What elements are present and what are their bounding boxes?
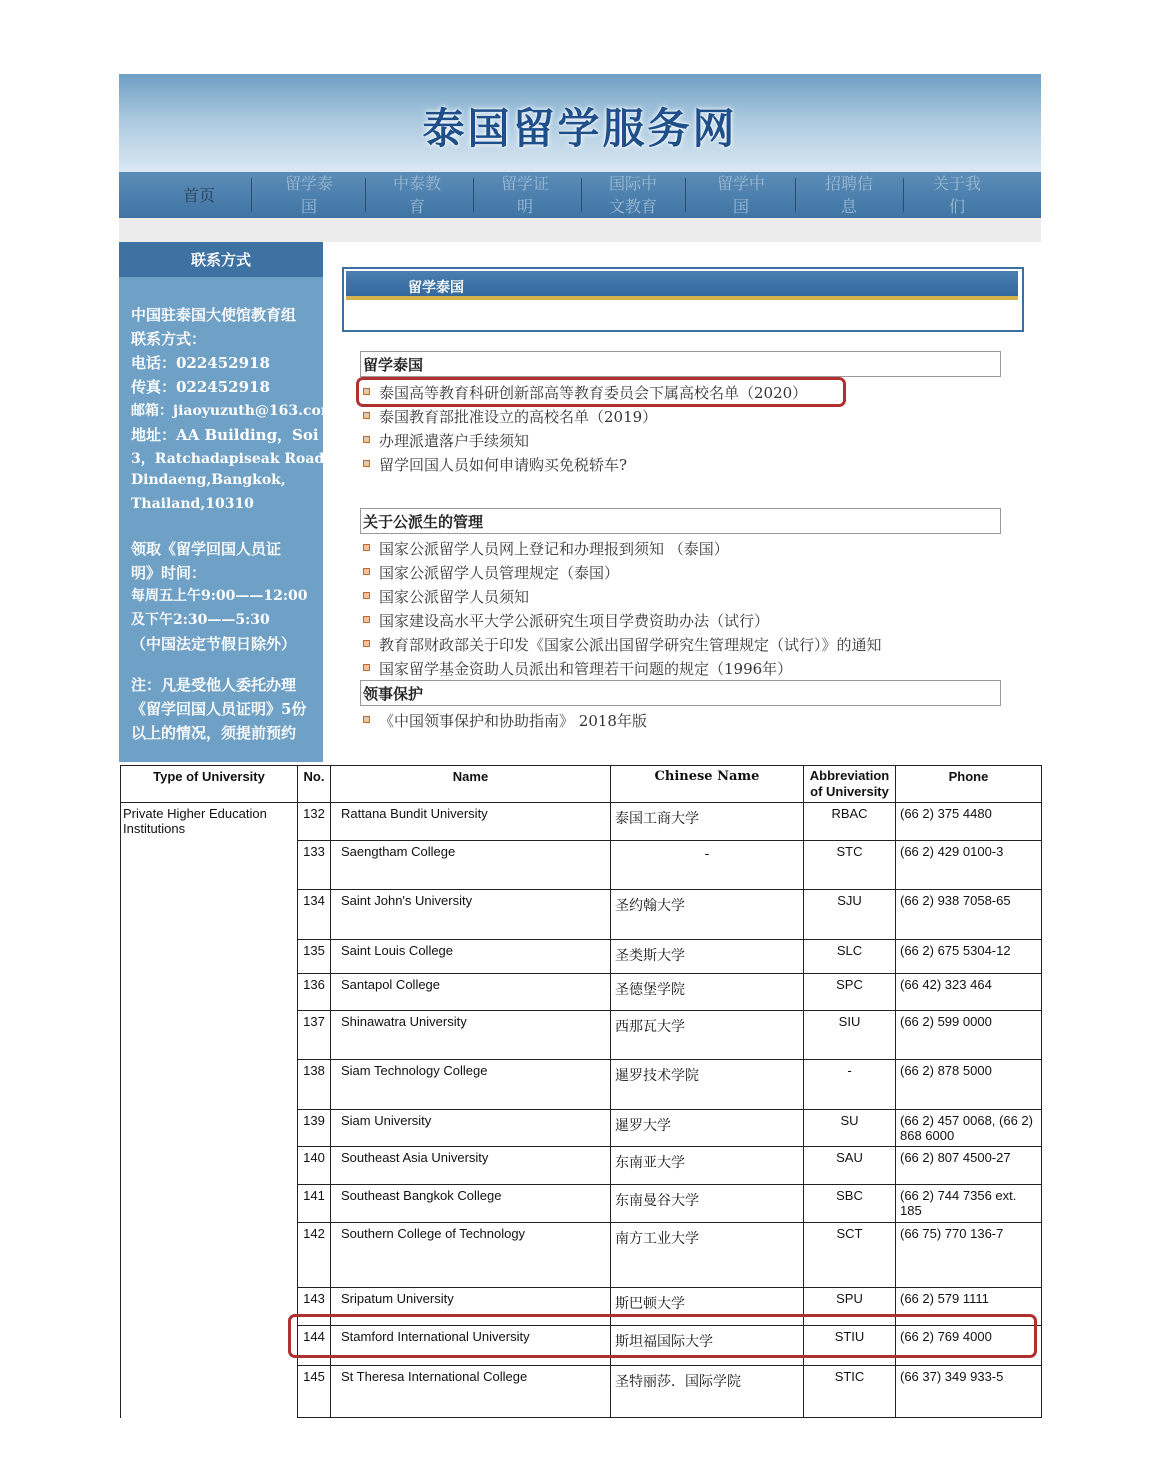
sidebar-hours: 每周五上午9:00——12:00 bbox=[131, 588, 308, 604]
nav-item-label: 留学泰 bbox=[284, 174, 333, 193]
nav-divider bbox=[685, 178, 686, 212]
main-nav bbox=[119, 172, 1041, 218]
bullet-icon bbox=[363, 412, 370, 419]
abbreviation: SPC bbox=[804, 974, 896, 1011]
nav-item-home[interactable] bbox=[157, 172, 241, 218]
university-type-cell: Private Higher Education Institutions bbox=[121, 803, 298, 1418]
bullet-icon bbox=[363, 436, 370, 443]
university-name: Saengtham College bbox=[331, 841, 611, 890]
nav-item-label: 关于我 bbox=[932, 174, 981, 193]
nav-item-label: 首页 bbox=[182, 185, 215, 205]
list-item[interactable] bbox=[363, 454, 627, 475]
university-name: Rattana Bundit University bbox=[331, 803, 611, 841]
abbreviation: SCT bbox=[804, 1223, 896, 1288]
chinese-name: 西那瓦大学 bbox=[611, 1011, 804, 1060]
chinese-name: 圣德堡学院 bbox=[611, 974, 804, 1011]
row-number: 138 bbox=[298, 1060, 331, 1110]
abbreviation: SBC bbox=[804, 1185, 896, 1223]
list-item[interactable] bbox=[363, 406, 657, 427]
sidebar-title: 联系方式 bbox=[119, 242, 323, 277]
phone: (66 37) 349 933-5 bbox=[896, 1366, 1042, 1418]
nav-divider bbox=[903, 178, 904, 212]
sidebar-email[interactable]: 邮箱：jiaoyuzuth@163.com bbox=[131, 403, 336, 419]
nav-item-label: 文教育 bbox=[608, 197, 657, 216]
university-name: Siam University bbox=[331, 1110, 611, 1147]
bullet-icon bbox=[363, 616, 370, 623]
sidebar-fax: 传真：022452918 bbox=[131, 378, 270, 396]
nav-item-label: 国际中 bbox=[608, 174, 657, 193]
abbreviation: SPU bbox=[804, 1288, 896, 1326]
nav-divider bbox=[473, 178, 474, 212]
list-item[interactable] bbox=[363, 538, 729, 559]
panel-title: 留学泰国 bbox=[408, 280, 464, 296]
site-banner bbox=[119, 74, 1041, 172]
list-item[interactable] bbox=[363, 610, 769, 631]
abbreviation: STIC bbox=[804, 1366, 896, 1418]
abbreviation: STIU bbox=[804, 1326, 896, 1366]
sidebar-note: 注：凡是受他人委托办理 bbox=[131, 676, 297, 694]
phone: (66 2) 429 0100-3 bbox=[896, 841, 1042, 890]
nav-shadow bbox=[119, 218, 1041, 242]
bullet-icon bbox=[363, 544, 370, 551]
nav-divider bbox=[365, 178, 366, 212]
list-item-label: 国家建设高水平大学公派研究生项目学费资助办法（试行） bbox=[379, 612, 770, 630]
nav-item-label: 留学中 bbox=[716, 174, 765, 193]
chinese-name: 泰国工商大学 bbox=[611, 803, 804, 841]
row-number: 140 bbox=[298, 1147, 331, 1185]
site-title: 泰国留学服务网 bbox=[422, 104, 738, 153]
nav-item-label: 们 bbox=[948, 197, 965, 216]
phone: (66 42) 323 464 bbox=[896, 974, 1042, 1011]
sidebar-phone: 电话：022452918 bbox=[131, 354, 270, 372]
university-name: Saint John's University bbox=[331, 890, 611, 940]
abbreviation: SJU bbox=[804, 890, 896, 940]
chinese-name: 暹罗大学 bbox=[611, 1110, 804, 1147]
sidebar-line: 明》时间： bbox=[131, 564, 207, 582]
bullet-icon bbox=[363, 568, 370, 575]
list-item[interactable] bbox=[363, 710, 647, 731]
university-name: Southeast Bangkok College bbox=[331, 1185, 611, 1223]
university-name: Shinawatra University bbox=[331, 1011, 611, 1060]
nav-item-china-thai-education[interactable] bbox=[375, 172, 459, 218]
column-header: Type of University bbox=[121, 766, 298, 803]
column-header: No. bbox=[298, 766, 331, 803]
nav-item-label: 明 bbox=[516, 197, 533, 216]
abbreviation: - bbox=[804, 1060, 896, 1110]
nav-item-study-china[interactable] bbox=[699, 172, 783, 218]
nav-item-chinese-education[interactable] bbox=[591, 172, 675, 218]
list-item-label: 国家公派留学人员管理规定（泰国） bbox=[379, 564, 620, 582]
chinese-name: 圣类斯大学 bbox=[611, 940, 804, 974]
column-header-line: Abbreviation bbox=[809, 768, 890, 783]
sidebar-address: Dindaeng,Bangkok, bbox=[131, 472, 286, 488]
list-item-label: 教育部财政部关于印发《国家公派出国留学研究生管理规定（试行）》的通知 bbox=[379, 636, 882, 654]
nav-item-label: 国 bbox=[300, 197, 317, 216]
phone: (66 2) 807 4500-27 bbox=[896, 1147, 1042, 1185]
chinese-name: - bbox=[611, 841, 804, 890]
nav-item-about[interactable] bbox=[915, 172, 999, 218]
chinese-name: 东南亚大学 bbox=[611, 1147, 804, 1185]
column-header bbox=[804, 766, 896, 803]
highlight-box bbox=[288, 1314, 1037, 1358]
list-item[interactable] bbox=[363, 634, 882, 655]
chinese-name: 圣约翰大学 bbox=[611, 890, 804, 940]
bullet-icon bbox=[363, 592, 370, 599]
sidebar-line: 中国驻泰国大使馆教育组 bbox=[131, 306, 297, 324]
row-number: 132 bbox=[298, 803, 331, 841]
university-name: Siam Technology College bbox=[331, 1060, 611, 1110]
phone: (66 2) 457 0068, (66 2) 868 6000 bbox=[896, 1110, 1042, 1147]
row-number: 134 bbox=[298, 890, 331, 940]
bullet-icon bbox=[363, 716, 370, 723]
phone: (66 2) 579 1111 bbox=[896, 1288, 1042, 1326]
nav-item-label: 招聘信 bbox=[824, 174, 873, 193]
list-item-label: 《中国领事保护和协助指南》 2018年版 bbox=[379, 712, 647, 730]
chinese-name: 斯坦福国际大学 bbox=[611, 1326, 804, 1366]
abbreviation: SLC bbox=[804, 940, 896, 974]
highlight-box bbox=[356, 377, 846, 407]
contact-sidebar bbox=[119, 242, 339, 762]
list-item-label: 国家公派留学人员须知 bbox=[379, 588, 530, 606]
list-item-label: 国家公派留学人员网上登记和办理报到须知 （泰国） bbox=[379, 540, 729, 558]
abbreviation: STC bbox=[804, 841, 896, 890]
column-header: Chinese Name bbox=[611, 766, 804, 803]
column-header: Name bbox=[331, 766, 611, 803]
nav-item-jobs[interactable] bbox=[807, 172, 891, 218]
abbreviation: SIU bbox=[804, 1011, 896, 1060]
university-name: Sripatum University bbox=[331, 1288, 611, 1326]
sidebar-note: 《留学回国人员证明》5份 bbox=[131, 700, 307, 718]
phone: (66 2) 599 0000 bbox=[896, 1011, 1042, 1060]
phone: (66 2) 938 7058-65 bbox=[896, 890, 1042, 940]
table-header-row bbox=[121, 766, 1042, 803]
row-number: 133 bbox=[298, 841, 331, 890]
phone: (66 2) 769 4000 bbox=[896, 1326, 1042, 1366]
nav-divider bbox=[251, 178, 252, 212]
nav-item-label: 留学证 bbox=[500, 174, 549, 193]
row-number: 136 bbox=[298, 974, 331, 1011]
phone: (66 2) 744 7356 ext. 185 bbox=[896, 1185, 1042, 1223]
sidebar-line: （中国法定节假日除外） bbox=[131, 635, 297, 653]
list-item[interactable] bbox=[363, 658, 792, 679]
phone: (66 2) 675 5304-12 bbox=[896, 940, 1042, 974]
list-item[interactable] bbox=[363, 586, 529, 607]
university-name: Southeast Asia University bbox=[331, 1147, 611, 1185]
list-item-label: 泰国高等教育科研创新部高等教育委员会下属高校名单（2020） bbox=[379, 384, 808, 402]
list-item[interactable] bbox=[363, 430, 529, 451]
column-header: Phone bbox=[896, 766, 1042, 803]
phone: (66 75) 770 136-7 bbox=[896, 1223, 1042, 1288]
row-number: 143 bbox=[298, 1288, 331, 1326]
sidebar-address: 3，Ratchadapiseak Road， bbox=[131, 451, 339, 467]
row-number: 137 bbox=[298, 1011, 331, 1060]
nav-divider bbox=[795, 178, 796, 212]
table-row bbox=[121, 803, 1042, 841]
bullet-icon bbox=[363, 640, 370, 647]
abbreviation: SU bbox=[804, 1110, 896, 1147]
sidebar-address: 地址：AA Building，Soi bbox=[131, 426, 319, 444]
row-number: 141 bbox=[298, 1185, 331, 1223]
university-name: St Theresa International College bbox=[331, 1366, 611, 1418]
sidebar-address: Thailand,10310 bbox=[131, 496, 254, 512]
section-title-study-thailand: 留学泰国 bbox=[360, 351, 1001, 377]
chinese-name: 暹罗技术学院 bbox=[611, 1060, 804, 1110]
sidebar-note: 以上的情况，须提前预约 bbox=[131, 724, 297, 742]
nav-item-label: 国 bbox=[732, 197, 749, 216]
sidebar-line: 联系方式： bbox=[131, 330, 207, 348]
bullet-icon bbox=[363, 664, 370, 671]
nav-item-label: 育 bbox=[408, 197, 425, 216]
phone: (66 2) 878 5000 bbox=[896, 1060, 1042, 1110]
university-name: Stamford International University bbox=[331, 1326, 611, 1366]
section-title-consular: 领事保护 bbox=[360, 680, 1001, 706]
abbreviation: SAU bbox=[804, 1147, 896, 1185]
nav-divider bbox=[581, 178, 582, 212]
column-header-line: of University bbox=[810, 784, 889, 799]
row-number: 144 bbox=[298, 1326, 331, 1366]
university-name: Saint Louis College bbox=[331, 940, 611, 974]
row-number: 135 bbox=[298, 940, 331, 974]
chinese-name: 斯巴顿大学 bbox=[611, 1288, 804, 1326]
chinese-name: 圣特丽莎．国际学院 bbox=[611, 1366, 804, 1418]
chinese-name: 东南曼谷大学 bbox=[611, 1185, 804, 1223]
list-item-label: 留学回国人员如何申请购买免税轿车? bbox=[379, 456, 628, 474]
list-item-label: 泰国教育部批准设立的高校名单（2019） bbox=[379, 408, 658, 426]
sidebar-hours: 及下午2:30——5:30 bbox=[131, 612, 270, 628]
university-name: Southern College of Technology bbox=[331, 1223, 611, 1288]
row-number: 139 bbox=[298, 1110, 331, 1147]
row-number: 145 bbox=[298, 1366, 331, 1418]
list-item-label: 办理派遣落户手续须知 bbox=[379, 432, 530, 450]
university-name: Santapol College bbox=[331, 974, 611, 1011]
nav-item-study-certificate[interactable] bbox=[483, 172, 567, 218]
nav-item-label: 中泰教 bbox=[392, 174, 441, 193]
list-item-label: 国家留学基金资助人员派出和管理若干问题的规定（1996年） bbox=[379, 660, 793, 678]
row-number: 142 bbox=[298, 1223, 331, 1288]
bullet-icon bbox=[363, 460, 370, 467]
sidebar-line: 领取《留学回国人员证 bbox=[131, 540, 282, 558]
section-title-public-funded: 关于公派生的管理 bbox=[360, 508, 1001, 534]
nav-item-label: 息 bbox=[840, 197, 857, 216]
abbreviation: RBAC bbox=[804, 803, 896, 841]
list-item[interactable] bbox=[363, 562, 619, 583]
nav-item-study-thailand[interactable] bbox=[267, 172, 351, 218]
chinese-name: 南方工业大学 bbox=[611, 1223, 804, 1288]
phone: (66 2) 375 4480 bbox=[896, 803, 1042, 841]
